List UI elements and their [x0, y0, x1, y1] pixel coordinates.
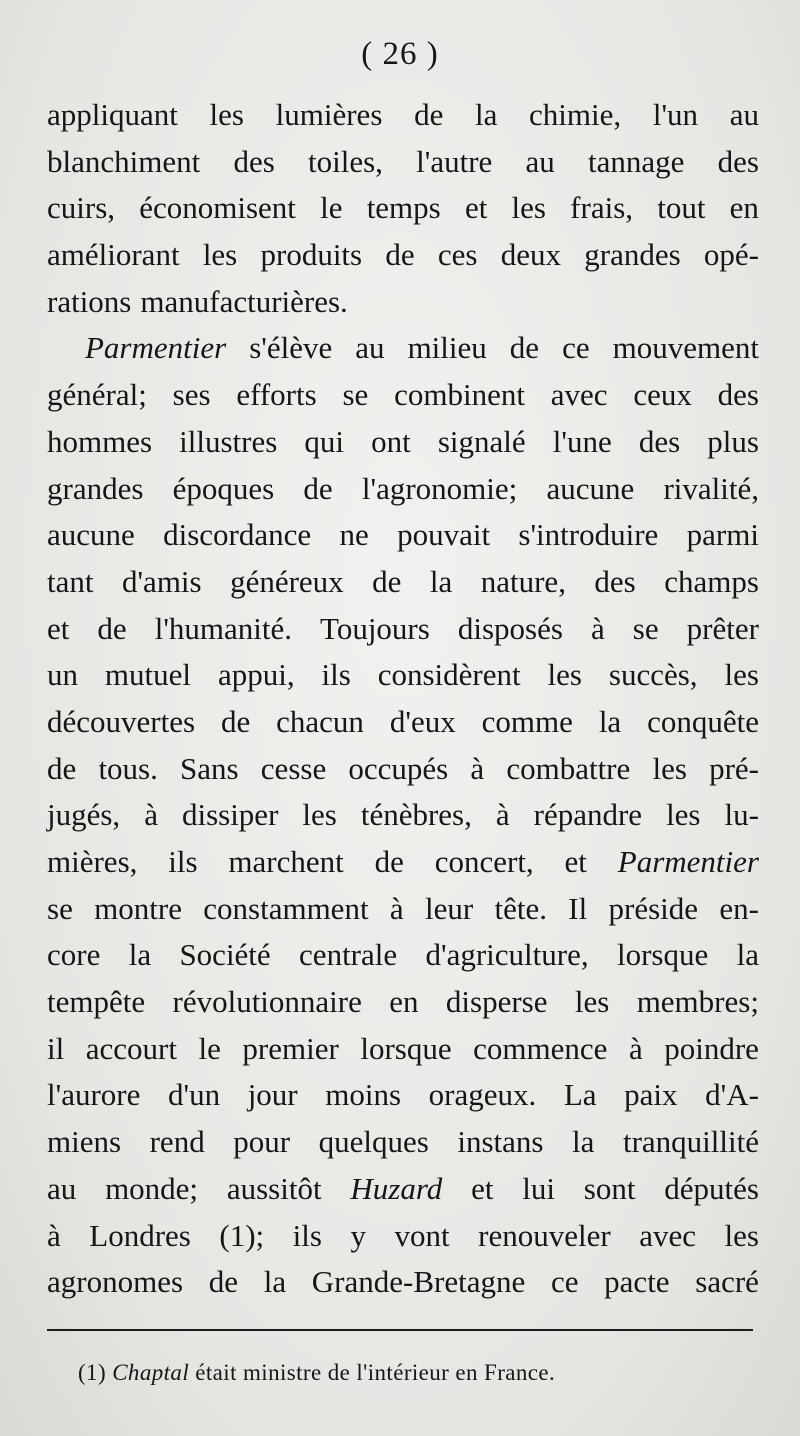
word: concert, [434, 844, 534, 879]
word: ils [168, 844, 198, 879]
word: signalé [437, 423, 526, 459]
word: Il [568, 890, 588, 926]
word: qui [304, 423, 345, 459]
word: de [372, 563, 402, 599]
word: Londres [89, 1217, 191, 1253]
word: parmi [686, 517, 759, 553]
word: répandre [533, 797, 643, 833]
word: et [564, 844, 587, 879]
text-line [47, 139, 759, 186]
word: champs [664, 563, 759, 599]
text-line [47, 512, 759, 559]
word: et [47, 610, 70, 646]
text-line [47, 746, 759, 793]
word: tête. [494, 890, 547, 926]
word: ne [339, 517, 369, 553]
word: époques [172, 470, 275, 506]
word: ils [321, 657, 351, 693]
word: premier [242, 1030, 339, 1066]
word: lorsque [360, 1030, 452, 1066]
word: blanchiment [47, 143, 201, 179]
word: d'agriculture, [425, 937, 589, 973]
word: grandes [47, 470, 144, 506]
word: mutuel [104, 657, 192, 693]
word: renouveler [478, 1217, 611, 1253]
text-line [47, 886, 759, 933]
word: les [302, 797, 337, 833]
word: en [389, 984, 419, 1020]
word: appliquant [47, 97, 178, 132]
word: de [220, 703, 251, 739]
text-line [47, 652, 759, 699]
word: aucune [546, 470, 635, 506]
text-line [47, 466, 759, 513]
word: illustres [179, 423, 278, 459]
word: commence [473, 1030, 608, 1066]
word: vont [394, 1217, 450, 1253]
word: avec [550, 377, 608, 413]
word: deux [500, 237, 561, 273]
word: l'une [552, 423, 612, 459]
word: Sans [180, 750, 239, 786]
word: Parmentier [85, 330, 227, 366]
word: et [464, 190, 488, 226]
word: discordance [163, 517, 312, 553]
word: l'autre [416, 143, 493, 179]
word: monde; [105, 1170, 199, 1206]
word: ce [562, 330, 590, 366]
word: à [628, 1030, 643, 1066]
word: chacun [276, 703, 364, 739]
word: instans [457, 1124, 544, 1160]
word: d'A- [705, 1077, 759, 1113]
word: (1); [219, 1217, 265, 1253]
word: l'aurore [47, 1077, 141, 1113]
word: d'amis [121, 563, 202, 599]
word: combattre [506, 750, 631, 786]
word: aussitôt [226, 1170, 322, 1206]
word: combinent [394, 377, 525, 413]
word: la [475, 97, 498, 132]
text-line [47, 1026, 759, 1073]
word: quelques [318, 1124, 429, 1160]
word: membres; [636, 984, 759, 1020]
word: de [509, 330, 540, 366]
word: au [47, 1170, 77, 1206]
word: les [547, 657, 582, 693]
word: les [724, 1217, 759, 1253]
word: La [563, 1077, 597, 1113]
word: améliorant [47, 237, 180, 273]
footnote-name: Chaptal [112, 1360, 190, 1385]
word: des [717, 377, 759, 413]
word: accourt [85, 1030, 177, 1066]
word: le [320, 190, 343, 226]
word: pour [233, 1124, 291, 1160]
word: grandes [584, 237, 681, 273]
word: en [729, 190, 759, 226]
word: pré- [709, 750, 759, 786]
word: les [209, 97, 244, 132]
word: cesse [260, 750, 327, 786]
word: découvertes [47, 703, 196, 739]
word: général; [47, 377, 147, 413]
word: jour [247, 1077, 298, 1113]
footnote-rule [47, 1329, 753, 1331]
footnote-marker: (1) [78, 1360, 107, 1385]
word: au [525, 143, 555, 179]
word: comme [481, 703, 573, 739]
text-line [47, 1166, 759, 1213]
text-line [47, 92, 759, 139]
word: les [574, 984, 610, 1020]
text-line [47, 1119, 759, 1166]
text-line [47, 232, 759, 279]
word: d'eux [389, 703, 456, 739]
footnote [78, 1360, 555, 1386]
word: core [47, 937, 101, 973]
word: prêter [686, 610, 759, 646]
word: des [233, 143, 275, 179]
word: cuirs, [47, 190, 116, 226]
word: toiles, [308, 143, 383, 179]
word: occupés [348, 750, 449, 786]
text-line [47, 932, 759, 979]
word: tout [657, 190, 706, 226]
word: la [598, 703, 622, 739]
word: se [342, 377, 369, 413]
word: moins [325, 1077, 402, 1113]
word: disperse [445, 984, 548, 1020]
text-line [47, 185, 759, 232]
word: se [632, 610, 659, 646]
word: ce [550, 1264, 579, 1300]
word: efforts [236, 377, 317, 413]
word: s'introduire [518, 517, 659, 553]
word: hommes [47, 423, 153, 459]
word: agronomes [47, 1264, 184, 1300]
word: miens [47, 1124, 122, 1160]
word: paix [624, 1077, 678, 1113]
footnote-text: était ministre de l'intérieur en France. [195, 1360, 556, 1385]
word: des [638, 423, 681, 459]
word: produits [260, 237, 363, 273]
word: les [511, 190, 546, 226]
text-line [47, 606, 759, 653]
word: plus [707, 423, 759, 459]
word: Grande-Bretagne [311, 1264, 526, 1300]
word: Toujours [320, 610, 430, 646]
word: en- [719, 890, 759, 926]
word: poindre [664, 1030, 759, 1066]
word: à [47, 1217, 61, 1253]
word: disposés [457, 610, 563, 646]
text-line [47, 372, 759, 419]
word: généreux [230, 563, 344, 599]
text-line [47, 419, 759, 466]
word: mières, [47, 844, 138, 879]
word: constamment [203, 890, 369, 926]
word: Huzard [350, 1170, 443, 1206]
word: tempête [47, 984, 146, 1020]
word: de [374, 844, 404, 879]
word: au [355, 330, 385, 366]
word: avec [639, 1217, 696, 1253]
word: à [470, 750, 485, 786]
word: les [666, 797, 701, 833]
text-line [47, 325, 759, 372]
text-line [47, 279, 759, 326]
text-line [47, 1259, 759, 1306]
word: succès, [608, 657, 698, 693]
word: le [198, 1030, 221, 1066]
word: pacte [604, 1264, 670, 1300]
word: tant [47, 563, 94, 599]
body-text [47, 92, 759, 1306]
word: chimie, [529, 97, 622, 132]
word: l'un [652, 97, 699, 132]
word: révolutionnaire [172, 984, 362, 1020]
word: un [47, 657, 78, 693]
word: lorsque [616, 937, 709, 973]
word: de [385, 237, 415, 273]
word: la [736, 937, 759, 973]
word: au [729, 97, 759, 132]
word: de [97, 610, 127, 646]
word: aucune [47, 517, 135, 553]
word: la [128, 937, 152, 973]
word: à [389, 890, 404, 926]
word: considèrent [377, 657, 521, 693]
text-line [47, 1072, 759, 1119]
word: les [724, 657, 759, 693]
word: Parmentier [617, 844, 759, 879]
word: à [495, 797, 510, 833]
word: dissiper [181, 797, 279, 833]
word: la [572, 1124, 595, 1160]
word: frais, [570, 190, 634, 226]
word: les [652, 750, 687, 786]
text-line [47, 699, 759, 746]
word: à [144, 797, 158, 833]
word: s'élève [249, 330, 333, 366]
word: montre [94, 890, 182, 926]
text-line [47, 792, 759, 839]
word: ils [292, 1217, 322, 1253]
word: la [263, 1264, 287, 1300]
word: milieu [407, 330, 487, 366]
word: orageux. [428, 1077, 537, 1113]
word: des [594, 563, 636, 599]
word: d'un [167, 1077, 221, 1113]
text-line [47, 1213, 759, 1260]
word: centrale [299, 937, 398, 973]
word: manufacturières. [140, 283, 348, 319]
word: tranquillité [622, 1124, 759, 1160]
word: économisent [139, 190, 296, 226]
word: lu- [724, 797, 759, 833]
word: ont [371, 423, 411, 459]
word: lumières [275, 97, 383, 132]
word: ténèbres, [360, 797, 472, 833]
word: ses [172, 377, 211, 413]
word: jugés, [47, 797, 121, 833]
word: lui [522, 1170, 555, 1206]
word: nature, [480, 563, 566, 599]
word: de [47, 750, 77, 786]
word: tous. [98, 750, 158, 786]
word: y [350, 1217, 366, 1253]
word: ces [437, 237, 478, 273]
word: se [47, 890, 73, 926]
word: et [471, 1170, 494, 1206]
word: marchent [228, 844, 344, 879]
word: des [717, 143, 759, 179]
word: rend [149, 1124, 205, 1160]
word: à [590, 610, 605, 646]
word: sacré [695, 1264, 759, 1300]
word: mouvement [612, 330, 759, 366]
word: rivalité, [663, 470, 759, 506]
word: conquête [647, 703, 759, 739]
text-line [47, 839, 759, 886]
word: sont [583, 1170, 636, 1206]
word: la [429, 563, 453, 599]
word: députés [664, 1170, 759, 1206]
word: de [208, 1264, 238, 1300]
word: l'humanité. [154, 610, 293, 646]
word: pouvait [397, 517, 491, 553]
word: ceux [633, 377, 692, 413]
word: il [47, 1030, 65, 1066]
word: leur [424, 890, 474, 926]
word: temps [366, 190, 441, 226]
word: l'agronomie; [361, 470, 518, 506]
word: Société [179, 937, 271, 973]
page-number: ( 26 ) [361, 36, 439, 72]
word: de [303, 470, 333, 506]
word: les [202, 237, 238, 273]
word: tannage [588, 143, 685, 179]
word: préside [608, 890, 699, 926]
text-line [47, 559, 759, 606]
word: appui, [217, 657, 295, 693]
word: rations [47, 283, 132, 319]
word: opé- [703, 237, 759, 273]
text-line [47, 979, 759, 1026]
word: de [414, 97, 444, 132]
